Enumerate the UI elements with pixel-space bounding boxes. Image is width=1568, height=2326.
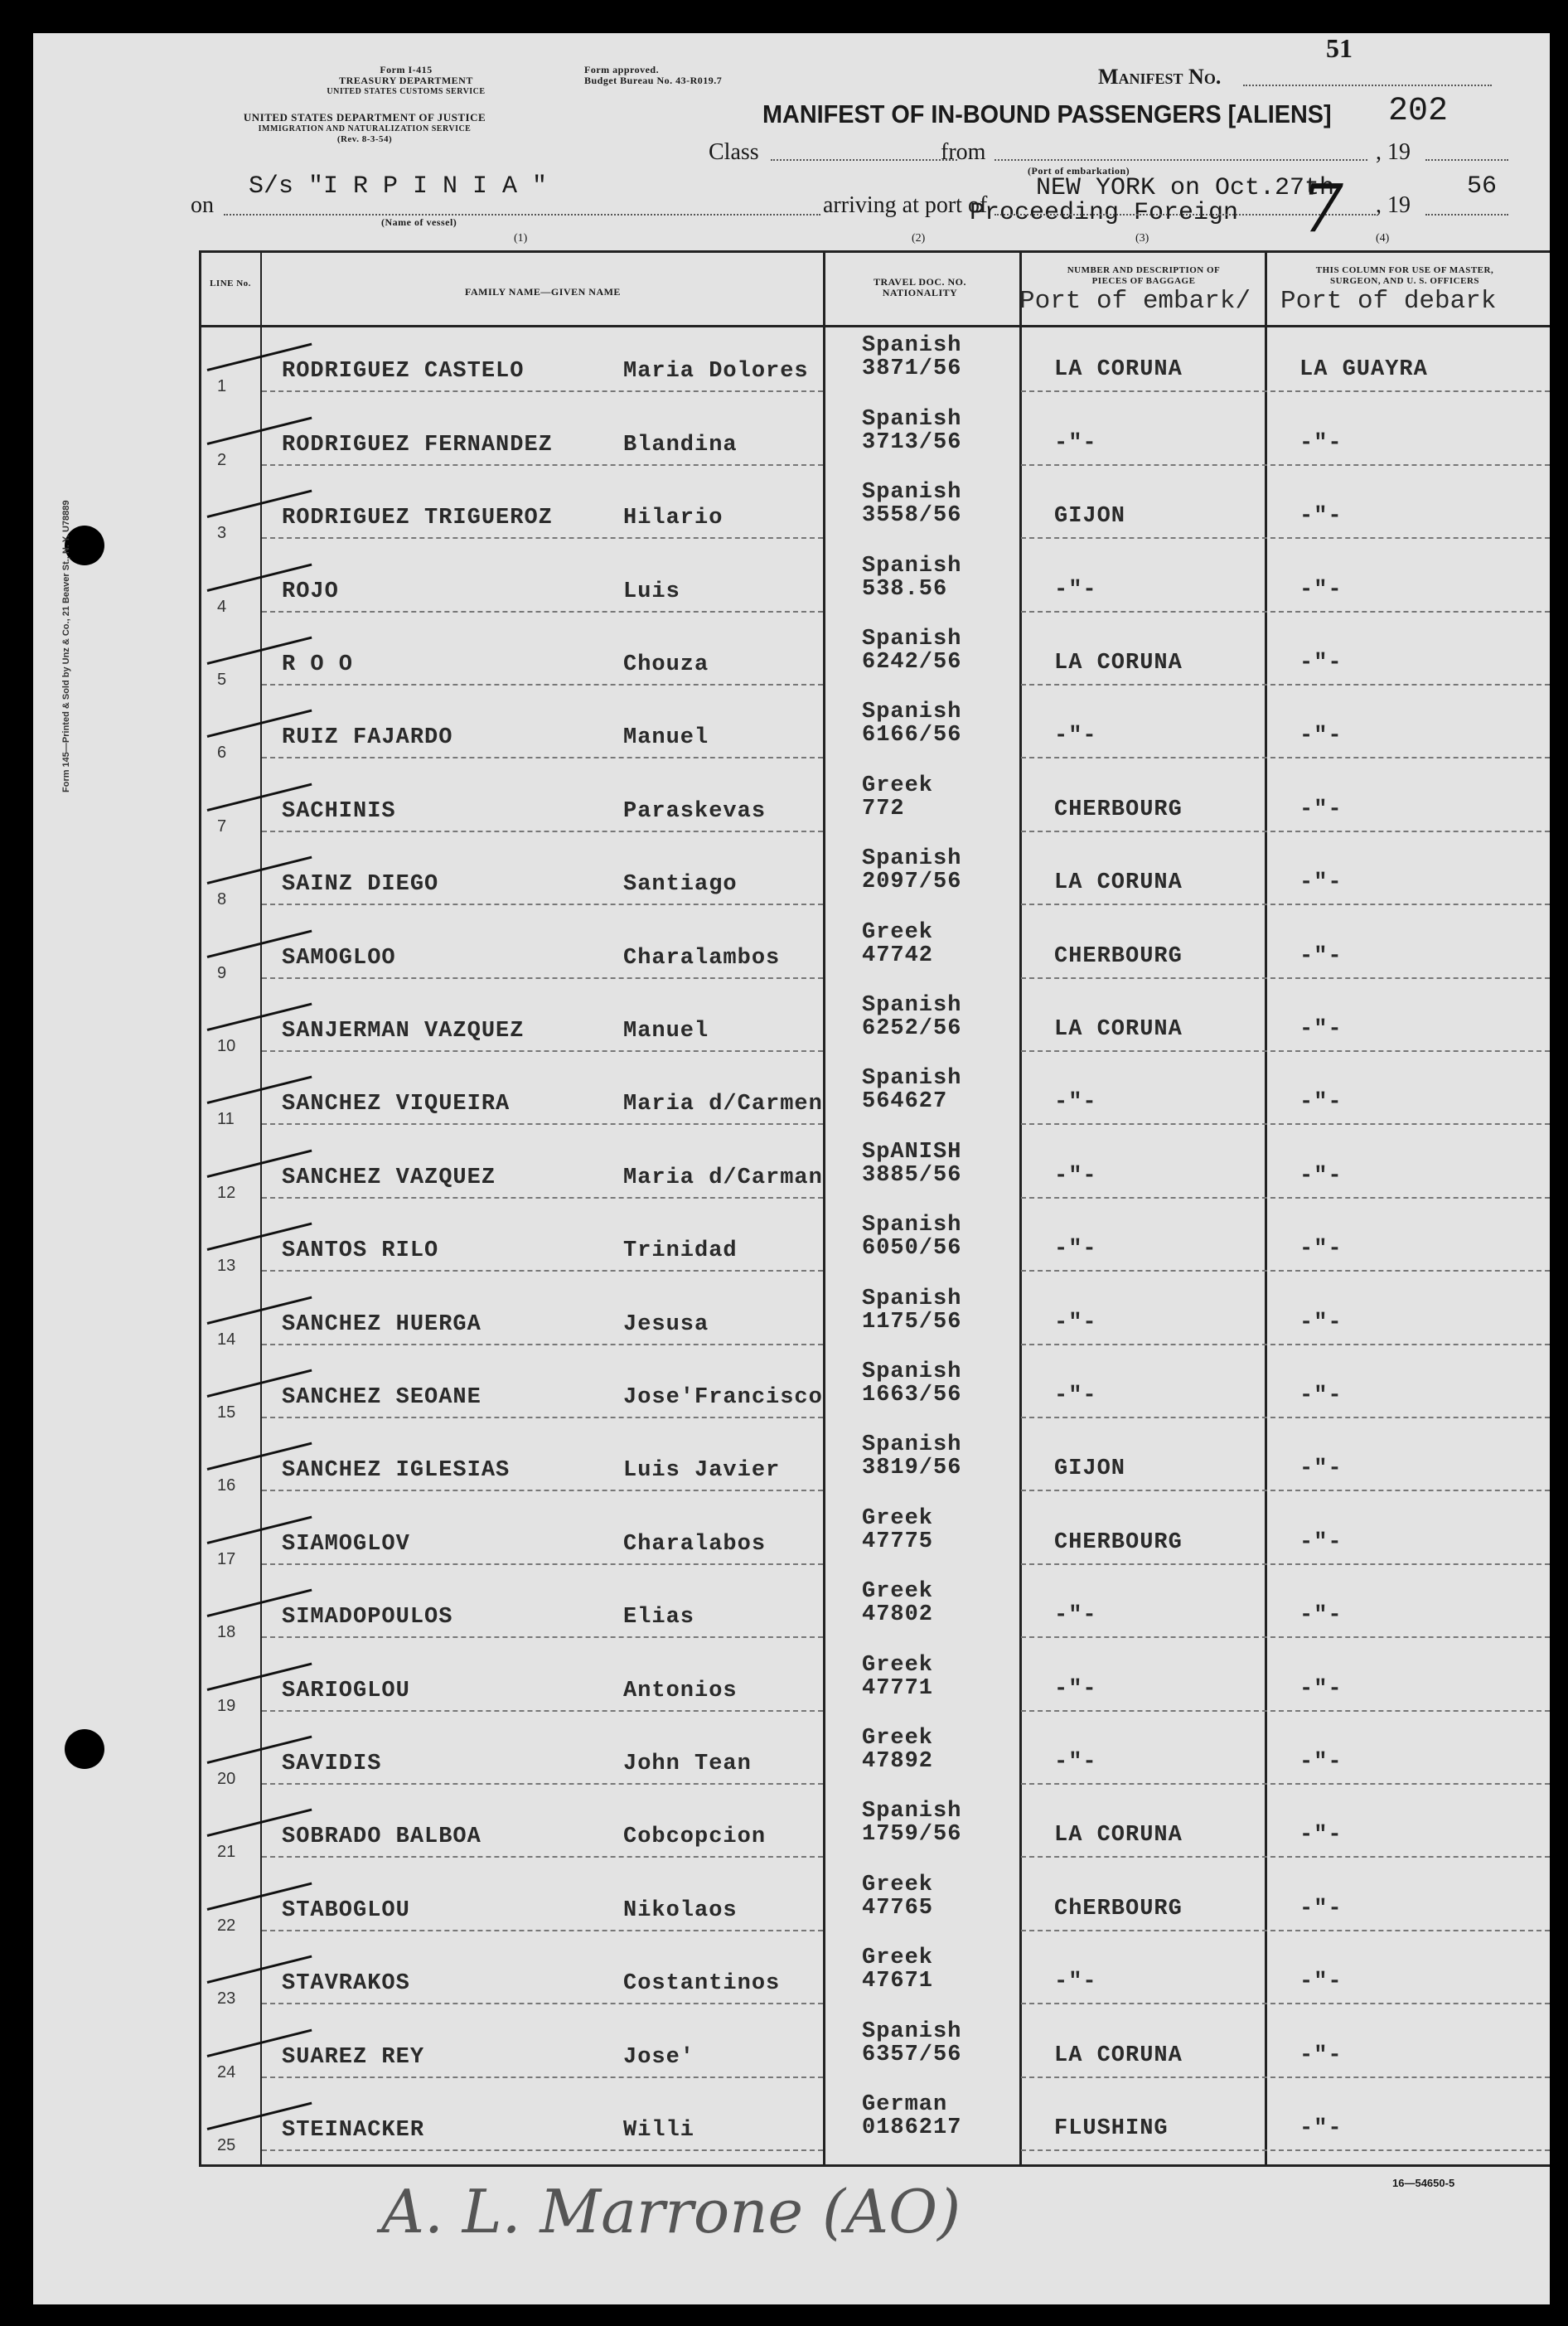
- manifest-no-label: Manifest No.: [1098, 65, 1222, 89]
- table-row: [33, 1355, 1550, 1428]
- port-of-debark: -"-: [1299, 2043, 1343, 2068]
- page-title: MANIFEST OF IN-BOUND PASSENGERS [ALIENS]: [762, 99, 1332, 128]
- row-rule: [1021, 1856, 1550, 1858]
- class-dots: [771, 159, 957, 161]
- port-of-debark: -"-: [1299, 1970, 1343, 1995]
- given-name: Maria d/Carman: [623, 1165, 823, 1190]
- given-name: Manuel: [623, 1018, 709, 1044]
- port-of-debark: LA GUAYRA: [1299, 357, 1428, 383]
- travel-doc-no: 3713/56: [862, 429, 962, 455]
- table-row: [33, 842, 1550, 915]
- port-of-embark: FLUSHING: [1054, 2115, 1169, 2141]
- port-of-debark: -"-: [1299, 724, 1343, 749]
- table-row: [33, 1428, 1550, 1501]
- port-of-debark: -"-: [1299, 1896, 1343, 1921]
- nationality: Spanish: [862, 700, 962, 725]
- nationality: Greek: [862, 1505, 934, 1531]
- row-rule: [262, 1636, 823, 1638]
- family-name: SARIOGLOU: [282, 1678, 410, 1703]
- row-rule: [1021, 977, 1550, 979]
- table-row: [33, 1282, 1550, 1354]
- header-bottom-border: [199, 325, 1550, 327]
- line-number: 25: [217, 2135, 236, 2154]
- form-approved: Form approved.: [584, 64, 660, 75]
- travel-doc-no: 6357/56: [862, 2042, 962, 2067]
- port-of-debark: -"-: [1299, 1823, 1343, 1849]
- line-number: 2: [217, 450, 227, 469]
- nationality: Greek: [862, 1652, 934, 1678]
- row-rule: [262, 390, 823, 392]
- footer-code: 16—54650-5: [1392, 2177, 1455, 2189]
- port-caption: (Port of embarkation): [1028, 165, 1130, 177]
- travel-doc-no: 47771: [862, 1675, 934, 1701]
- port-of-embark: -"-: [1054, 1163, 1097, 1189]
- given-name: Maria Dolores: [623, 359, 809, 385]
- port-of-embark: -"-: [1054, 430, 1097, 456]
- handwritten-tick: 7: [1301, 170, 1343, 247]
- family-name: SIAMOGLOV: [282, 1531, 410, 1557]
- port-of-debark: -"-: [1299, 1749, 1343, 1775]
- table-row: [33, 1501, 1550, 1574]
- col-num-3: (3): [1135, 232, 1149, 245]
- port-of-embark: LA CORUNA: [1054, 357, 1183, 383]
- budget-bureau: Budget Bureau No. 43-R019.7: [584, 75, 723, 86]
- manifest-number: 202: [1388, 93, 1449, 130]
- nationality: Spanish: [862, 1359, 962, 1384]
- travel-doc-no: 6242/56: [862, 649, 962, 675]
- row-rule: [262, 1197, 823, 1199]
- port-of-embark: CHERBOURG: [1054, 1529, 1183, 1555]
- nationality: Greek: [862, 1725, 934, 1751]
- port-of-embark: -"-: [1054, 1383, 1097, 1408]
- row-rule: [1021, 831, 1550, 832]
- travel-doc-no: 47671: [862, 1969, 934, 1994]
- port-of-embark: GIJON: [1054, 1456, 1126, 1482]
- signature: A. L. Marrone (AO): [381, 2177, 961, 2246]
- year-dots-1: [1425, 159, 1508, 161]
- port-of-embark: LA CORUNA: [1054, 2043, 1183, 2068]
- given-name: Paraskevas: [623, 798, 767, 824]
- given-name: Cobcopcion: [623, 1824, 767, 1850]
- row-rule: [1021, 1710, 1550, 1712]
- row-rule: [262, 537, 823, 539]
- port-of-embark: LA CORUNA: [1054, 870, 1183, 896]
- port-of-debark: -"-: [1299, 1090, 1343, 1116]
- family-name: ROJO: [282, 579, 339, 604]
- travel-doc-no: 3558/56: [862, 503, 962, 529]
- form-id: Form I-415: [380, 64, 433, 75]
- nationality: Greek: [862, 1946, 934, 1971]
- row-rule: [1021, 904, 1550, 905]
- year-dots-2: [1425, 214, 1508, 216]
- nationality: Spanish: [862, 1799, 962, 1824]
- table-row: [33, 623, 1550, 695]
- doj: UNITED STATES DEPARTMENT OF JUSTICE: [243, 111, 486, 124]
- nationality: SpANISH: [862, 1139, 962, 1165]
- table-row: [33, 549, 1550, 622]
- port-of-embark: GIJON: [1054, 504, 1126, 530]
- given-name: Nikolaos: [623, 1897, 738, 1923]
- row-rule: [1021, 611, 1550, 613]
- table-row: [33, 329, 1550, 402]
- port-of-debark: -"-: [1299, 1603, 1343, 1629]
- arriving-label: arriving at port of: [823, 192, 988, 218]
- port-of-debark: -"-: [1299, 504, 1343, 530]
- travel-doc-no: 47765: [862, 1895, 934, 1921]
- given-name: Luis: [623, 579, 680, 604]
- port-of-debark: -"-: [1299, 870, 1343, 896]
- row-rule: [262, 977, 823, 979]
- travel-doc-no: 47742: [862, 943, 934, 968]
- nationality: Greek: [862, 773, 934, 798]
- given-name: Charalabos: [623, 1531, 767, 1557]
- given-name: Charalambos: [623, 945, 781, 971]
- family-name: SANCHEZ SEOANE: [282, 1384, 482, 1410]
- given-name: John Tean: [623, 1751, 752, 1776]
- travel-doc-no: 564627: [862, 1089, 948, 1115]
- row-rule: [1021, 1344, 1550, 1345]
- nationality: Spanish: [862, 553, 962, 579]
- header-pieces: NUMBER AND DESCRIPTION OF PIECES OF BAGGAGE: [1067, 265, 1221, 286]
- row-rule: [262, 1563, 823, 1565]
- family-name: SOBRADO BALBOA: [282, 1824, 482, 1850]
- row-rule: [1021, 1930, 1550, 1931]
- nationality: Spanish: [862, 846, 962, 872]
- port-of-debark: -"-: [1299, 1237, 1343, 1262]
- port-of-debark: -"-: [1299, 1676, 1343, 1702]
- port-of-embark: -"-: [1054, 1603, 1097, 1629]
- line-number: 3: [217, 524, 227, 543]
- row-rule: [1021, 537, 1550, 539]
- header-name: FAMILY NAME—GIVEN NAME: [465, 286, 621, 298]
- family-name: RODRIGUEZ FERNANDEZ: [282, 432, 553, 458]
- manifest-no-dots: [1243, 85, 1492, 86]
- row-rule: [262, 611, 823, 613]
- row-rule: [1021, 2003, 1550, 2004]
- table-row: [33, 768, 1550, 841]
- port-of-debark: -"-: [1299, 1016, 1343, 1042]
- line-number: 10: [217, 1036, 236, 1055]
- from-label: from: [941, 139, 986, 165]
- port-of-embark: LA CORUNA: [1054, 650, 1183, 676]
- travel-doc-no: 6252/56: [862, 1015, 962, 1041]
- port-of-embark: -"-: [1054, 577, 1097, 603]
- table-row: [33, 402, 1550, 475]
- given-name: Santiago: [623, 872, 738, 898]
- row-rule: [262, 1270, 823, 1272]
- arrival-year: 56: [1467, 172, 1498, 201]
- table-row: [33, 1648, 1550, 1721]
- row-rule: [1021, 684, 1550, 686]
- family-name: SANCHEZ VAZQUEZ: [282, 1165, 496, 1190]
- port-of-embark: -"-: [1054, 1310, 1097, 1335]
- row-rule: [262, 1783, 823, 1785]
- vessel-caption: (Name of vessel): [381, 216, 457, 228]
- port-of-embark: -"-: [1054, 1237, 1097, 1262]
- row-rule: [262, 1050, 823, 1052]
- col-num-4: (4): [1376, 232, 1390, 245]
- family-name: RUIZ FAJARDO: [282, 725, 453, 751]
- port-of-embark: CHERBOURG: [1054, 943, 1183, 969]
- nationality: Spanish: [862, 1432, 962, 1458]
- nationality: Spanish: [862, 626, 962, 652]
- line-number: 21: [217, 1843, 236, 1862]
- nationality: Greek: [862, 919, 934, 945]
- family-name: SANTOS RILO: [282, 1238, 439, 1264]
- family-name: RODRIGUEZ TRIGUEROZ: [282, 506, 553, 531]
- family-name: STEINACKER: [282, 2117, 425, 2143]
- proceeding-foreign: Proceeding Foreign: [970, 199, 1239, 227]
- travel-doc-no: 2097/56: [862, 870, 962, 895]
- port-of-debark: -"-: [1299, 430, 1343, 456]
- row-rule: [262, 1930, 823, 1931]
- row-rule: [262, 1856, 823, 1858]
- treasury-dept: TREASURY DEPARTMENT: [339, 75, 473, 86]
- header-master: THIS COLUMN FOR USE OF MASTER, SURGEON, AND U. S. OFFICERS: [1315, 265, 1494, 286]
- ins: IMMIGRATION AND NATURALIZATION SERVICE: [258, 124, 472, 133]
- row-rule: [1021, 1197, 1550, 1199]
- port-of-debark: -"-: [1299, 1456, 1343, 1482]
- port-of-debark: -"-: [1299, 1529, 1343, 1555]
- header-embark-overtype: Port of embark/: [1019, 287, 1251, 316]
- travel-doc-no: 47892: [862, 1748, 934, 1774]
- table-row: [33, 1722, 1550, 1795]
- given-name: Antonios: [623, 1678, 738, 1703]
- nationality: Spanish: [862, 1286, 962, 1311]
- row-rule: [262, 684, 823, 686]
- header-travel: TRAVEL DOC. NO. NATIONALITY: [874, 276, 966, 298]
- table-row: [33, 1135, 1550, 1208]
- table-row: [33, 2088, 1550, 2161]
- line-number: 11: [217, 1110, 235, 1129]
- travel-doc-no: 3819/56: [862, 1456, 962, 1481]
- line-number: 18: [217, 1623, 236, 1642]
- row-rule: [1021, 1490, 1550, 1491]
- family-name: STABOGLOU: [282, 1897, 410, 1923]
- port-of-debark: -"-: [1299, 577, 1343, 603]
- family-name: SAINZ DIEGO: [282, 872, 439, 898]
- port-of-embark: -"-: [1054, 724, 1097, 749]
- table-row: [33, 1795, 1550, 1868]
- given-name: Trinidad: [623, 1238, 738, 1264]
- family-name: R O O: [282, 652, 354, 677]
- vessel-dots: [224, 214, 820, 216]
- header-line-no: LINE No.: [210, 279, 251, 288]
- nationality: Spanish: [862, 992, 962, 1018]
- row-rule: [1021, 757, 1550, 758]
- col-num-2: (2): [912, 232, 926, 245]
- line-number: 20: [217, 1769, 236, 1788]
- year-label-1: , 19: [1376, 139, 1411, 165]
- given-name: Blandina: [623, 432, 738, 458]
- nationality: Spanish: [862, 2018, 962, 2044]
- port-of-embark: LA CORUNA: [1054, 1016, 1183, 1042]
- line-number: 7: [217, 817, 227, 836]
- line-number: 8: [217, 890, 227, 909]
- customs-service: UNITED STATES CUSTOMS SERVICE: [327, 87, 486, 96]
- given-name: Luis Javier: [623, 1458, 781, 1484]
- nationality: Greek: [862, 1872, 934, 1897]
- family-name: SANCHEZ VIQUEIRA: [282, 1092, 511, 1117]
- line-number: 23: [217, 1989, 236, 2009]
- given-name: Jose': [623, 2044, 695, 2070]
- port-of-debark: -"-: [1299, 797, 1343, 822]
- table-row: [33, 695, 1550, 768]
- line-number: 16: [217, 1476, 236, 1495]
- header-debark-overtype: Port of debark: [1280, 287, 1497, 316]
- row-rule: [262, 1417, 823, 1418]
- row-rule: [1021, 390, 1550, 392]
- table-top-border: [199, 250, 1550, 253]
- nationality: Spanish: [862, 333, 962, 359]
- travel-doc-no: 6050/56: [862, 1236, 962, 1262]
- row-rule: [262, 2076, 823, 2078]
- row-rule: [1021, 2149, 1550, 2151]
- manifest-page: [33, 33, 1550, 2304]
- port-of-debark: -"-: [1299, 1310, 1343, 1335]
- port-of-embark: -"-: [1054, 1970, 1097, 1995]
- table-row: [33, 476, 1550, 549]
- row-rule: [262, 2149, 823, 2151]
- given-name: Manuel: [623, 725, 709, 751]
- nationality: Greek: [862, 1579, 934, 1605]
- nationality: German: [862, 2091, 948, 2117]
- year-label-2: , 19: [1376, 192, 1411, 218]
- arrival-port: NEW YORK on Oct.27th: [1036, 174, 1335, 202]
- table-row: [33, 1941, 1550, 2014]
- nationality: Spanish: [862, 480, 962, 506]
- nationality: Spanish: [862, 406, 962, 432]
- table-row: [33, 989, 1550, 1062]
- family-name: STAVRAKOS: [282, 1971, 410, 1997]
- row-rule: [262, 757, 823, 758]
- travel-doc-no: 772: [862, 796, 905, 821]
- row-rule: [1021, 1783, 1550, 1785]
- class-label: Class: [709, 139, 759, 165]
- line-number: 1: [217, 377, 227, 396]
- port-of-debark: -"-: [1299, 650, 1343, 676]
- line-number: 4: [217, 597, 227, 616]
- from-dots: [995, 159, 1367, 161]
- row-rule: [1021, 1563, 1550, 1565]
- row-rule: [1021, 1050, 1550, 1052]
- line-number: 9: [217, 963, 227, 982]
- port-of-debark: -"-: [1299, 1383, 1343, 1408]
- on-label: on: [191, 192, 214, 218]
- table-row: [33, 1868, 1550, 1941]
- row-rule: [262, 831, 823, 832]
- family-name: RODRIGUEZ CASTELO: [282, 359, 525, 385]
- travel-doc-no: 47802: [862, 1602, 934, 1628]
- family-name: SANCHEZ IGLESIAS: [282, 1458, 511, 1484]
- row-rule: [1021, 1417, 1550, 1418]
- given-name: Hilario: [623, 506, 724, 531]
- travel-doc-no: 47775: [862, 1529, 934, 1554]
- given-name: Maria d/Carmen: [623, 1092, 823, 1117]
- given-name: Jesusa: [623, 1311, 709, 1337]
- port-of-embark: LA CORUNA: [1054, 1823, 1183, 1849]
- line-number: 5: [217, 670, 227, 689]
- port-of-debark: -"-: [1299, 2115, 1343, 2141]
- given-name: Willi: [623, 2117, 695, 2143]
- family-name: SANJERMAN VAZQUEZ: [282, 1018, 525, 1044]
- row-rule: [1021, 2076, 1550, 2078]
- family-name: SAMOGLOO: [282, 945, 396, 971]
- row-rule: [262, 1710, 823, 1712]
- row-rule: [1021, 1270, 1550, 1272]
- line-number: 12: [217, 1183, 236, 1202]
- table-row: [33, 1575, 1550, 1648]
- port-of-embark: ChERBOURG: [1054, 1896, 1183, 1921]
- row-rule: [1021, 464, 1550, 466]
- line-number: 19: [217, 1696, 236, 1715]
- given-name: Jose'Francisco: [623, 1384, 823, 1410]
- line-number: 17: [217, 1549, 236, 1568]
- family-name: SIMADOPOULOS: [282, 1605, 453, 1631]
- row-rule: [262, 2003, 823, 2004]
- port-of-embark: -"-: [1054, 1749, 1097, 1775]
- line-number: 24: [217, 2062, 236, 2081]
- travel-doc-no: 6166/56: [862, 723, 962, 749]
- table-row: [33, 1209, 1550, 1282]
- given-name: Chouza: [623, 652, 709, 677]
- vessel-name: S/s "I R P I N I A ": [249, 172, 548, 201]
- line-number: 22: [217, 1916, 236, 1935]
- table-row: [33, 2014, 1550, 2087]
- given-name: Elias: [623, 1605, 695, 1631]
- nationality: Spanish: [862, 1066, 962, 1092]
- nationality: Spanish: [862, 1213, 962, 1238]
- port-of-debark: -"-: [1299, 1163, 1343, 1189]
- travel-doc-no: 3885/56: [862, 1162, 962, 1188]
- port-of-embark: CHERBOURG: [1054, 797, 1183, 822]
- row-rule: [262, 464, 823, 466]
- travel-doc-no: 1175/56: [862, 1309, 962, 1335]
- row-rule: [262, 1490, 823, 1491]
- col-num-1: (1): [514, 232, 528, 245]
- family-name: SUAREZ REY: [282, 2044, 425, 2070]
- travel-doc-no: 1759/56: [862, 1822, 962, 1848]
- table-row: [33, 915, 1550, 988]
- page-number: 51: [1326, 33, 1353, 63]
- line-number: 14: [217, 1330, 236, 1349]
- line-number: 13: [217, 1257, 236, 1276]
- line-number: 6: [217, 744, 227, 763]
- row-rule: [1021, 1123, 1550, 1125]
- port-of-embark: -"-: [1054, 1090, 1097, 1116]
- travel-doc-no: 0186217: [862, 2115, 962, 2140]
- family-name: SANCHEZ HUERGA: [282, 1311, 482, 1337]
- travel-doc-no: 1663/56: [862, 1382, 962, 1408]
- side-print: Form 145—Printed & Sold by Unz & Co., 21 Beaver St., N. Y. U78889: [61, 500, 71, 792]
- family-name: SAVIDIS: [282, 1751, 382, 1776]
- row-rule: [262, 1123, 823, 1125]
- travel-doc-no: 3871/56: [862, 356, 962, 382]
- row-rule: [262, 1344, 823, 1345]
- given-name: Costantinos: [623, 1971, 781, 1997]
- port-of-embark: -"-: [1054, 1676, 1097, 1702]
- family-name: SACHINIS: [282, 798, 396, 824]
- row-rule: [1021, 1636, 1550, 1638]
- travel-doc-no: 538.56: [862, 576, 948, 602]
- rev: (Rev. 8-3-54): [336, 134, 393, 144]
- line-number: 15: [217, 1403, 236, 1422]
- row-rule: [262, 904, 823, 905]
- table-bottom-border: [199, 2164, 1550, 2167]
- table-row: [33, 1062, 1550, 1135]
- port-of-debark: -"-: [1299, 943, 1343, 969]
